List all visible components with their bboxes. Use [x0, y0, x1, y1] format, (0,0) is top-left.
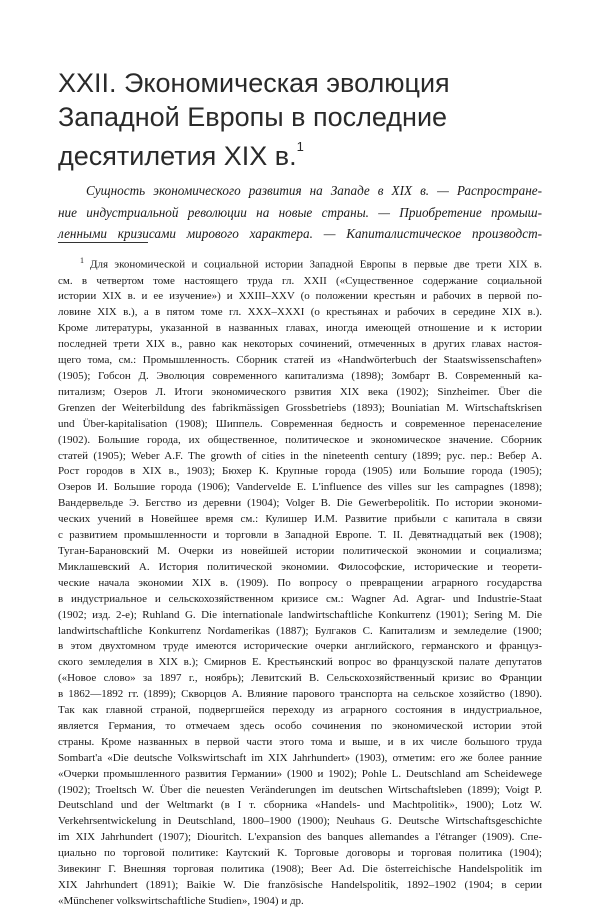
- footnote-line: $^1$ Для экономической и социальной истории Западной Европы в первые две трети XIX в.: [80, 256, 542, 271]
- footnote-line: истории XIX в. и ее изучение») и XXIII–XXV (о положении крестьян и рабочих в первой по-: [58, 290, 542, 303]
- footnote-line: Миклашевский А. История политической экономии. Философские, исторические и теорети-: [58, 560, 542, 573]
- footnote-line: ского земледелия в XIX в.); Смирнов Е. Крестьянский вопрос во французской палате депутатов: [58, 656, 542, 669]
- chapter-title-line: XXII. Экономическая эволюция: [58, 68, 450, 98]
- footnote-line: статей (1905); Weber A.F. The growth of cities in the nineteenth century (1899; рус. пер.: Вебер А.: [58, 449, 542, 462]
- footnote-separator: [58, 242, 148, 243]
- footnote-line: Зивекинг Г. Внешняя торговая политика (1908); Beer Ad. Die österreichische Handelspolitik im: [58, 863, 542, 876]
- footnote-line: Sombart'a «Die deutsche Volkswirtschaft im XIX Jahrhundert» (1903), отметим: его же более ранние: [58, 751, 542, 764]
- footnote-line: Рост городов в XIX в., 1903); Бюхер К. Крупные города (1905) или Большие города (1905);: [58, 465, 542, 478]
- footnote-reference-mark[interactable]: 1: [296, 139, 304, 154]
- footnote-line: Озеров И. Большие города (1906); Vandervelde E. L'influence des villes sur les campagnes (1898);: [58, 481, 542, 494]
- footnote-line: («Новое слово» за 1897 г., ноябрь); Левитский В. Сельскохозяйственный кризис во Франции: [58, 672, 542, 685]
- footnote: [58, 253, 542, 910]
- footnote-line: является Германия, то отмечаем здесь особо сочинения по экономической истории этой: [58, 719, 542, 732]
- footnote-line: последней трети XIX в., равно как некоторых сочинений, отмеченных в других главах настоя-: [58, 338, 542, 351]
- footnote-line: «Очерки промышленного развития Германии» (1900 и 1902); Pohle L. Deutschland am Scheidewege: [58, 767, 542, 780]
- footnote-line: Туган-Барановский М. Очерки из новейшей истории политической экономии и социализма;: [58, 544, 542, 557]
- footnote-line: Кроме литературы, указанной в названных главах, иногда имеющей отношение и к истории: [58, 322, 542, 335]
- footnote-line: с развитием промышленности и торговли в Западной Европе. Т. II. Девятнадцатый век (1908);: [58, 529, 542, 542]
- footnote-line: Verkehrsentwickelung in Deutschland, 1800–1900 (1900); Neuhaus G. Deutsche Wirtschaftsgeschichte: [58, 815, 542, 828]
- footnote-line: ческих учений в Новейшее время см.: Кулишер И.М. Развитие прибыли с капитала в связи: [58, 513, 542, 526]
- footnote-line: в этом двухтомном труде имеются исторические очерки английского, германского и француз-: [58, 640, 542, 653]
- footnote-line: (1902). Большие города, их общественное, политическое и экономическое значение. Сборник: [58, 433, 542, 446]
- footnote-line: см. в четвертом томе настоящего труда гл. XXII («Существенное содержание социальной: [58, 274, 542, 287]
- footnote-line: питализм; Озеров Л. Итоги экономического рзвития XIX века (1902); Sinzheimer. Über die: [58, 385, 542, 398]
- footnote-line: landwirtschaftliche Konkurrenz Nordamerikas (1887); Булгаков С. Капитализм и земледелие (1900;: [58, 624, 542, 637]
- chapter-title-line: Западной Европы в последние: [58, 102, 448, 132]
- footnote-line: Grenzen der Weiterbildung des fabrikmässigen Grossbetriebs (1893); Bouniatian M. Wirtschaftskrisen: [58, 401, 542, 414]
- footnote-line: щего тома, см.: Промышленность. Сборник статей из «Handwörterbuch der Staatswissenschaften»: [58, 354, 542, 367]
- footnote-line: страны. Кроме названных в первой части этого тома и выше, и в их числе большого труда: [58, 735, 542, 748]
- footnote-line: (1905); Гобсон Д. Эволюция современного капитализма (1898); Зомбарт В. Современный ка-: [58, 370, 542, 382]
- footnote-line: «Münchener volkswirtschaftliche Studien», 1904) и др.: [58, 894, 304, 907]
- footnote-line: (1902; изд. 2-е); Ruhland G. Die internationale landwirtschaftliche Konkurrenz (1901); Sering M. Die: [58, 608, 542, 621]
- footnote-number: 1: [80, 256, 84, 265]
- intro-line: Сущность экономического развития на Западе в XIX в. — Распростране-: [86, 183, 542, 198]
- footnote-line: ческие начала экономии XIX в. (1909). По вопросу о превращении аграрного государства: [58, 576, 542, 589]
- footnote-line: в индустриальное и сельскохозяйственном кризисе см.: Wagner Ad. Agrar- und Industrie-Staat: [58, 592, 542, 605]
- footnote-line: Вандервельде Э. Бегство из деревни (1904); Volger B. Die Gewerbepolitik. По истории экономи-: [58, 497, 542, 510]
- intro-line: ние индустриальной революции на новые страны. — Приобретение промыш-: [58, 204, 542, 220]
- footnote-line: XIX Jahrhundert (1891); Baikie W. Die französische Handelspolitik, 1892–1902 (1904; в серии: [58, 879, 542, 891]
- intro-line: ленными кризисами мирового характера. — Капиталистическое производст-: [58, 226, 542, 241]
- footnote-line: Deutschland und der Weltmarkt (в I т. сборника «Handels- und Machtpolitik», 1900); Lotz W.: [58, 799, 542, 812]
- footnote-line: ловине XIX в.), а в пятом томе гл. XXX–XXXI (о крестьянах и рабочих в середине XIX в.).: [58, 306, 542, 319]
- footnote-line: im XIX Jahrhundert (1907); Diouritch. L'expansion des banques allemandes a l'étranger (1909). Спе-: [58, 831, 542, 844]
- footnote-line: (1902); Troeltsch W. Über die neuesten Veränderungen im deutschen Wirtschaftsleben (1899); Voigt P.: [58, 783, 542, 796]
- chapter-title-line: десятилетия XIX в.$^1$: [58, 139, 304, 171]
- chapter-intro: [58, 180, 542, 245]
- footnote-line: в 1862—1892 гг. (1899); Скворцов А. Влияние парового транспорта на сельское хозяйство (1890).: [58, 688, 542, 701]
- footnote-line: Так как главной страной, подвергшейся переходу из аграрного состояния в индустриальное,: [58, 704, 542, 717]
- footnote-line: und Über-kapitalisation (1908); Шиппель. Современная бедность и современное перенаселение: [58, 417, 542, 430]
- footnote-line: циально по торговой политике: Каутский К. Торговые договоры и торговая политика (1904);: [58, 847, 542, 860]
- chapter-title: [58, 66, 558, 173]
